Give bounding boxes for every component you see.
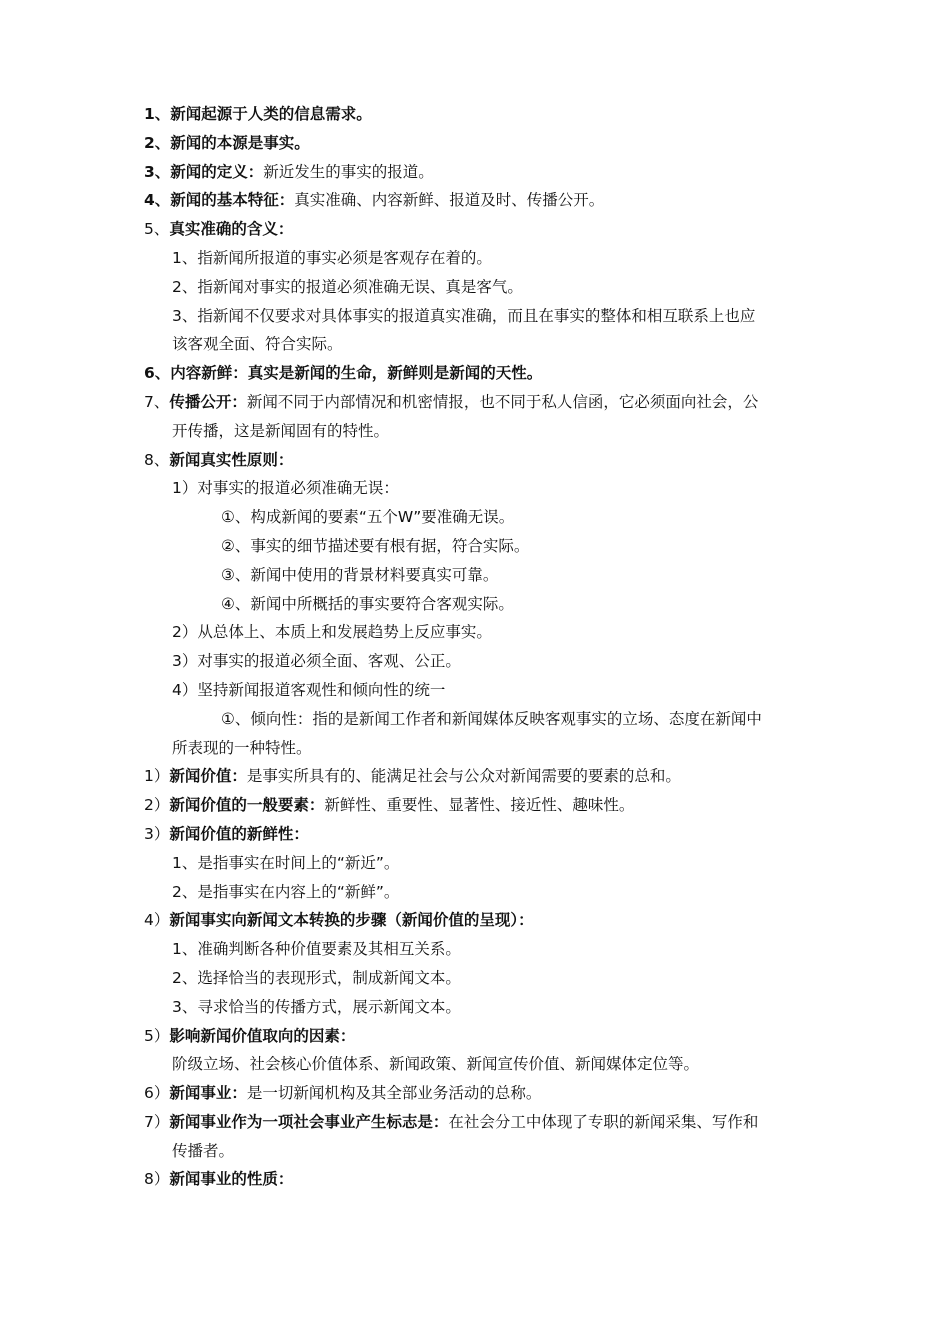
line-number: 7） xyxy=(144,1112,170,1131)
text-line xyxy=(0,849,950,878)
body-text: 1）对事实的报道必须准确无误： xyxy=(172,479,399,498)
text-line xyxy=(0,1079,950,1108)
text-line xyxy=(0,878,950,907)
bold-term: 新闻事业的性质： xyxy=(169,1170,294,1189)
body-text: 所表现的一种特性。 xyxy=(172,738,312,757)
text-line xyxy=(0,244,950,273)
text-line xyxy=(0,590,950,619)
body-text: 3）对事实的报道必须全面、客观、公正。 xyxy=(172,652,461,671)
bold-term: 传播公开： xyxy=(169,392,247,411)
text-line xyxy=(0,388,950,417)
body-text: 是事实所具有的、能满足社会与公众对新闻需要的要素的总和。 xyxy=(246,767,681,786)
text-line xyxy=(0,561,950,590)
body-text: 是一切新闻机构及其全部业务活动的总称。 xyxy=(246,1084,542,1103)
bold-term: 真实准确的含义： xyxy=(169,220,294,239)
body-text: 开传播，这是新闻固有的特性。 xyxy=(172,421,390,440)
body-text: 新闻不同于内部情况和机密情报，也不同于私人信函，它必须面向社会，公 xyxy=(246,392,759,411)
text-line xyxy=(0,1050,950,1079)
body-text: 1、指新闻所报道的事实必须是客观存在着的。 xyxy=(172,248,492,267)
line-number: 8） xyxy=(144,1170,170,1189)
text-line xyxy=(0,100,950,129)
body-text: 在社会分工中体现了专职的新闻采集、写作和 xyxy=(448,1112,759,1131)
text-line xyxy=(0,446,950,475)
text-line xyxy=(0,158,950,187)
bold-term: 新闻价值的一般要素： xyxy=(169,796,325,815)
text-line xyxy=(0,417,950,446)
body-text: 2、选择恰当的表现形式，制成新闻文本。 xyxy=(172,968,461,987)
bold-term: 新闻事业作为一项社会事业产生标志是： xyxy=(169,1112,449,1131)
text-line xyxy=(0,618,950,647)
text-line xyxy=(0,820,950,849)
bold-term: 2、新闻的本源是事实。 xyxy=(144,133,310,152)
body-text: 1、是指事实在时间上的“新近”。 xyxy=(172,853,400,872)
bold-term: 新闻价值： xyxy=(169,767,247,786)
line-number: 6） xyxy=(144,1084,170,1103)
text-line xyxy=(0,734,950,763)
body-text: ①、倾向性：指的是新闻工作者和新闻媒体反映客观事实的立场、态度在新闻中 xyxy=(221,709,762,728)
text-line xyxy=(0,1022,950,1051)
text-line xyxy=(0,359,950,388)
text-line xyxy=(0,762,950,791)
text-line xyxy=(0,964,950,993)
line-number: 8、 xyxy=(144,450,170,469)
body-text: 2）从总体上、本质上和发展趋势上反应事实。 xyxy=(172,623,492,642)
text-line xyxy=(0,906,950,935)
line-number: 3） xyxy=(144,824,170,843)
body-text: ③、新闻中使用的背景材料要真实可靠。 xyxy=(221,565,499,584)
body-text: 3、寻求恰当的传播方式，展示新闻文本。 xyxy=(172,997,461,1016)
body-text: ②、事实的细节描述要有根有据，符合实际。 xyxy=(221,536,530,555)
body-text: 新鲜性、重要性、显著性、接近性、趣味性。 xyxy=(324,796,635,815)
text-line xyxy=(0,129,950,158)
line-number: 5、 xyxy=(144,220,170,239)
text-line xyxy=(0,791,950,820)
text-line xyxy=(0,186,950,215)
line-number: 5） xyxy=(144,1026,170,1045)
line-number: 2） xyxy=(144,796,170,815)
text-line xyxy=(0,302,950,331)
text-line xyxy=(0,1165,950,1194)
text-line xyxy=(0,1137,950,1166)
body-text: 该客观全面、符合实际。 xyxy=(172,335,343,354)
text-line xyxy=(0,676,950,705)
text-line xyxy=(0,273,950,302)
body-text: 2、指新闻对事实的报道必须准确无误、真是客气。 xyxy=(172,277,523,296)
text-line xyxy=(0,1108,950,1137)
text-line xyxy=(0,935,950,964)
text-line xyxy=(0,474,950,503)
bold-term: 新闻事业： xyxy=(169,1084,247,1103)
bold-term: 1、新闻起源于人类的信息需求。 xyxy=(144,105,372,123)
bold-term: 影响新闻价值取向的因素： xyxy=(169,1026,356,1045)
body-text: 新近发生的事实的报道。 xyxy=(263,162,434,181)
bold-term: 3、新闻的定义： xyxy=(144,162,264,181)
text-line xyxy=(0,647,950,676)
text-line xyxy=(0,330,950,359)
bold-term: 新闻价值的新鲜性： xyxy=(169,824,309,843)
text-line xyxy=(0,705,950,734)
body-text: 真实准确、内容新鲜、报道及时、传播公开。 xyxy=(294,191,605,210)
document-page xyxy=(0,100,950,1194)
line-number: 7、 xyxy=(144,392,170,411)
bold-term: 6、内容新鲜：真实是新闻的生命，新鲜则是新闻的天性。 xyxy=(144,364,543,383)
text-line xyxy=(0,993,950,1022)
line-number: 1） xyxy=(144,767,170,786)
body-text: 4）坚持新闻报道客观性和倾向性的统一 xyxy=(172,680,446,699)
text-line xyxy=(0,215,950,244)
bold-term: 新闻真实性原则： xyxy=(169,450,294,469)
text-line xyxy=(0,503,950,532)
bold-term: 4、新闻的基本特征： xyxy=(144,191,295,210)
body-text: ①、构成新闻的要素“五个W”要准确无误。 xyxy=(221,508,515,527)
line-number: 4） xyxy=(144,911,170,930)
body-text: 1、准确判断各种价值要素及其相互关系。 xyxy=(172,940,461,959)
body-text: 3、指新闻不仅要求对具体事实的报道真实准确，而且在事实的整体和相互联系上也应 xyxy=(172,306,756,325)
text-line xyxy=(0,532,950,561)
bold-term: 新闻事实向新闻文本转换的步骤（新闻价值的呈现）： xyxy=(169,911,534,930)
body-text: 阶级立场、社会核心价值体系、新闻政策、新闻宣传价值、新闻媒体定位等。 xyxy=(172,1055,700,1074)
body-text: 传播者。 xyxy=(172,1141,235,1160)
body-text: 2、是指事实在内容上的“新鲜”。 xyxy=(172,882,400,901)
body-text: ④、新闻中所概括的事实要符合客观实际。 xyxy=(221,594,514,613)
